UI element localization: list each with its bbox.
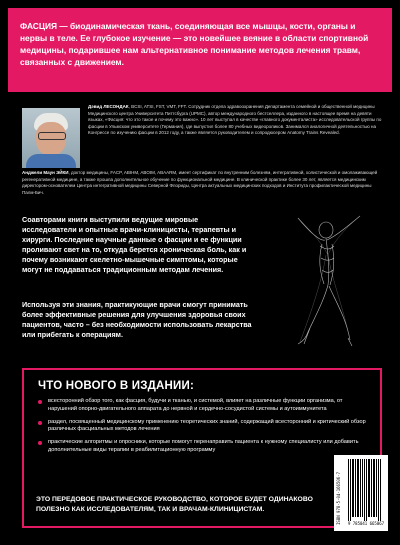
author2-name: Анджели Маун ЭЙКИ (22, 170, 69, 175)
list-item: всесторонний обзор того, как фасция, будучи и тканью, и системой, влияет на различные функции организма, от нарушений опорно-двигательного аппарата до нервной и сердечно-сосудистой системы и аутоиммунитета (38, 398, 366, 414)
author2-bio (22, 170, 382, 196)
author-photo (22, 108, 80, 168)
whats-new-list (38, 398, 366, 455)
author1-bio-text: , BCSI, ATSI, FST, VMT, FFT. Сотрудник отдела здравоохранения Департамента семейной и общественной медицины Медицинского центра Университета Питтсбурга (UPMC), автор международного бестселлера, изданного в настоящее время на девяти языках, «Фасция: что это такое и почему это важно». 10 лет выступал в качестве «главного документалиста» исследовательской группы по фасции в Ульмском университете (Германия), где выпустил более 80 учебных видеороликов. Занимался аналогичной деятельностью на Конгрессе по изучению фасции в 2012 году, а также является руководителем и сопродюсером Anatomy Trains Revealed. (88, 104, 382, 136)
author2-bio-text: , доктор медицины, FACP, ABIHM, ABOIM, ABAARM, имеет сертификат по внутренним болезням, интегративной, холистической и омолаживающей регенеративной медицине, а также прошла дополнительное обучение по функциональной медицине. В клинической практике более 30 лет, является медицинским директором-основателем Центра интегративной медицины Северной Флориды, Центра актуальных медицинских подходов и Института профилактической медицины Палм-Бич. (22, 170, 378, 195)
bullet-icon (38, 441, 42, 445)
list-item: практические алгоритмы и опросники, которые помогут перенаправить пациента к нужному специалисту или добавить дополнительные виды терапии в реабилитационную программу (38, 439, 366, 455)
isbn-text: ISBN 978-5-04-166506-7 (336, 472, 341, 525)
barcode-digits: 9 785041 665067 (347, 521, 385, 526)
bullet-icon (38, 421, 42, 425)
fascia-figure-illustration (268, 210, 388, 350)
main-paragraph-1: Соавторами книги выступили ведущие мировые исследователи и опытные врачи-клиницисты, терапевты и хирурги. Последние научные данные о фасции и ее функции проливают свет на то, откуда берется хроническая боль, как и почему возникают скелетно-мышечные симптомы, которые могут не поддаваться традиционным методам лечения. (22, 215, 247, 274)
list-item: раздел, посвященный медицинскому применению теоретических знаний, содержащий всесторонний и критический обзор различных фасциальных методов лечения (38, 419, 366, 435)
header-box (8, 8, 392, 92)
author1-name: Дэвид ЛЕСОНДАК (88, 104, 129, 109)
header-text: ФАСЦИЯ — биодинамическая ткань, соединяющая все мышцы, кости, органы и нервы в теле. Ее глубокое изучение — это новейшее веяние в области спортивной медицины, подарившее нам альтернативное понимание методов лечения травм, связанных с движением. (20, 21, 369, 67)
closing-statement: ЭТО ПЕРЕДОВОЕ ПРАКТИЧЕСКОЕ РУКОВОДСТВО, КОТОРОЕ БУДЕТ ОДИНАКОВО ПОЛЕЗНО КАК ИССЛЕДОВАТЕЛЯМ, ТАК И ВРАЧАМ-КЛИНИЦИСТАМ. (36, 496, 313, 513)
barcode-bars-icon (348, 459, 382, 521)
main-paragraph-2: Используя эти знания, практикующие врачи смогут принимать более эффективные решения для улучшения здоровья своих пациентов, часто – без необходимости использовать лекарства или прибегать к операциям. (22, 300, 252, 339)
whats-new-title: ЧТО НОВОГО В ИЗДАНИИ: (38, 380, 195, 392)
barcode (334, 455, 388, 531)
author1-bio (88, 104, 388, 137)
bullet-icon (38, 400, 42, 404)
